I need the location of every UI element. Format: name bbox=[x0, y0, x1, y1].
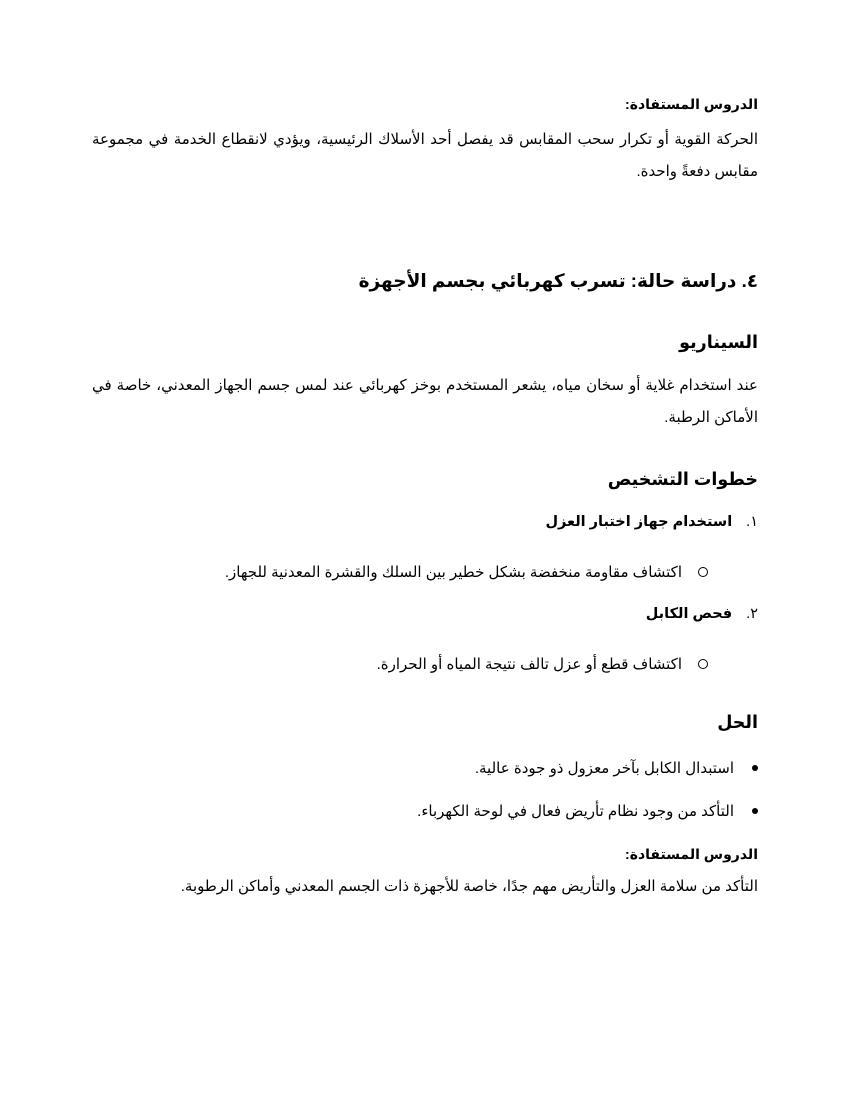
solution-text: استبدال الكابل بآخر معزول ذو جودة عالية. bbox=[474, 760, 734, 777]
prev-lessons-label: الدروس المستفادة: bbox=[625, 96, 758, 112]
solution-item bbox=[92, 802, 758, 820]
lessons-label: الدروس المستفادة: bbox=[625, 846, 758, 862]
solution-text: التأكد من وجود نظام تأريض فعال في لوحة الكهرباء. bbox=[417, 803, 734, 820]
scenario-heading: السيناريو bbox=[679, 332, 758, 352]
step-title: استخدام جهاز اختبار العزل bbox=[545, 514, 733, 530]
lessons-text: التأكد من سلامة العزل والتأريض مهم جدًا، خاصة للأجهزة ذات الجسم المعدني وأماكن الرطوبة. bbox=[180, 878, 758, 895]
solution-heading: الحل bbox=[717, 712, 758, 732]
solution-item bbox=[92, 759, 758, 777]
case-study-heading: ٤. دراسة حالة: تسرب كهربائي بجسم الأجهزة bbox=[358, 270, 758, 291]
step-number: ٢. bbox=[746, 606, 758, 622]
step-number: ١. bbox=[746, 514, 758, 530]
diagnosis-heading: خطوات التشخيص bbox=[607, 469, 758, 489]
step-detail-text: اكتشاف مقاومة منخفضة بشكل خطير بين السلك والقشرة المعدنية للجهاز. bbox=[224, 564, 682, 581]
prev-lessons-text: الحركة القوية أو تكرار سحب المقابس قد يفصل أحد الأسلاك الرئيسية، ويؤدي لانقطاع الخدمة في مجموعة مقابس دفعةً واحدة. bbox=[92, 131, 758, 180]
diagnosis-step bbox=[92, 514, 758, 530]
diagnosis-step bbox=[92, 606, 758, 622]
circle-bullet-icon bbox=[698, 567, 708, 577]
circle-bullet-icon bbox=[698, 659, 708, 669]
step-detail-text: اكتشاف قطع أو عزل تالف نتيجة المياه أو الحرارة. bbox=[376, 656, 682, 673]
scenario-text: عند استخدام غلاية أو سخان مياه، يشعر المستخدم بوخز كهربائي عند لمس جسم الجهاز المعدني، خاصة في الأماكن الرطبة. bbox=[92, 377, 758, 426]
step-detail bbox=[92, 563, 708, 581]
step-detail bbox=[92, 655, 708, 673]
bullet-dot-icon bbox=[752, 808, 758, 814]
bullet-dot-icon bbox=[752, 765, 758, 771]
step-title: فحص الكابل bbox=[645, 606, 733, 622]
